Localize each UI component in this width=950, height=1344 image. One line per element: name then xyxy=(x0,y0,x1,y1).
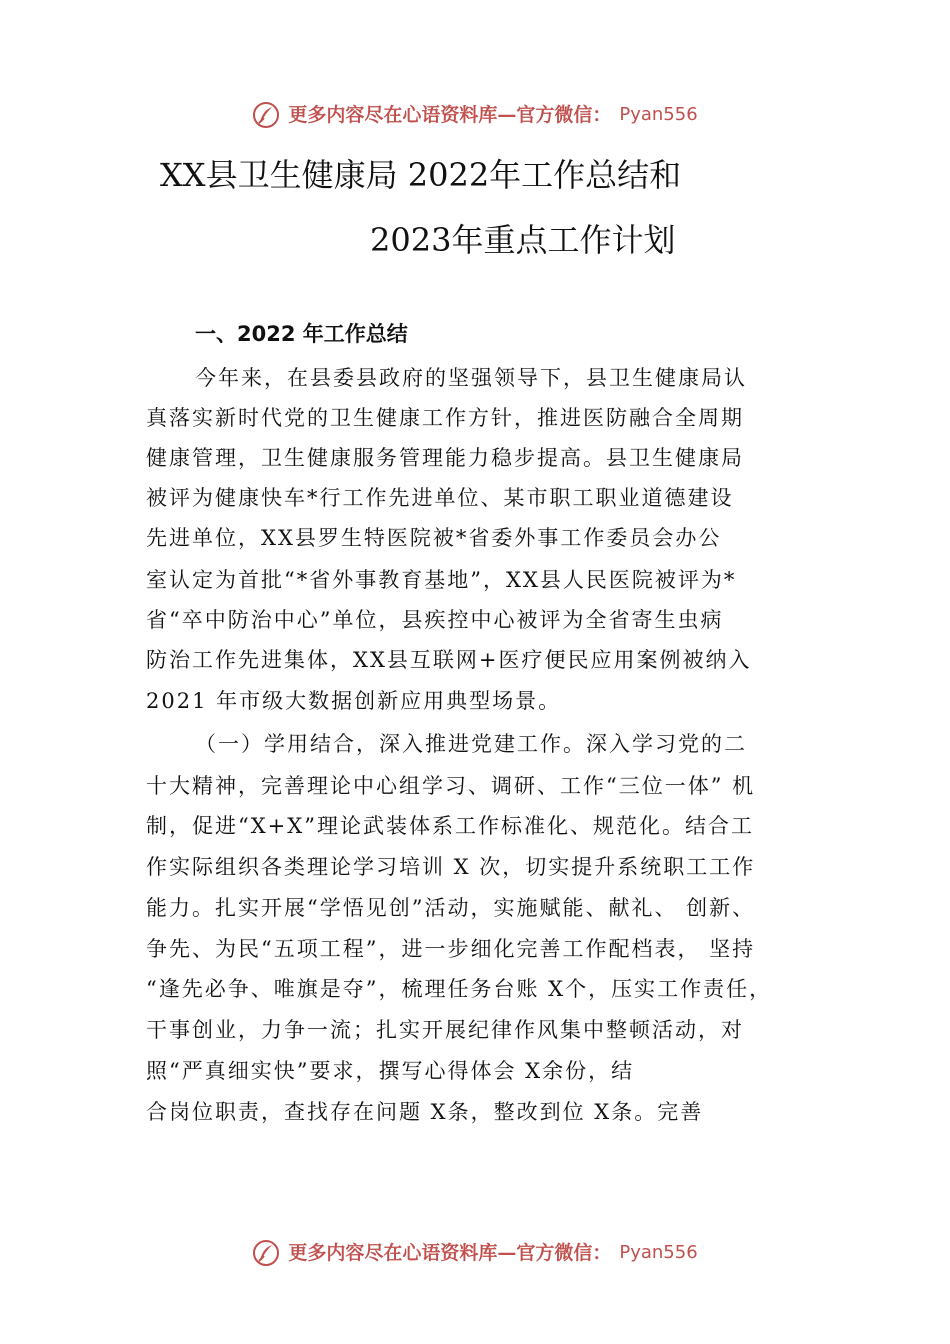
document-title-line-1: XX县卫生健康局 2022年工作总结和 xyxy=(160,156,682,194)
paragraph-line: 作实际组织各类理论学习培训 X 次，切实提升系统职工工作 xyxy=(146,855,756,879)
watermark-text: 更多内容尽在心语资料库—官方微信： xyxy=(288,1242,612,1264)
watermark-text: 更多内容尽在心语资料库—官方微信： xyxy=(288,104,612,126)
feather-pen-icon xyxy=(252,101,280,129)
paragraph-line: 2021 年市级大数据创新应用典型场景。 xyxy=(146,689,562,713)
paragraph-line: （一）学用结合，深入推进党建工作。深入学习党的二 xyxy=(195,732,747,756)
paragraph-line: 省“卒中防治中心”单位，县疾控中心被评为全省寄生虫病 xyxy=(146,608,724,632)
watermark-header xyxy=(0,100,950,130)
paragraph-line: 干事创业，力争一流；扎实开展纪律作风集中整顿活动，对 xyxy=(146,1018,744,1042)
document-title-line-2: 2023年重点工作计划 xyxy=(370,221,676,259)
watermark-footer xyxy=(0,1238,950,1268)
paragraph-line: 今年来，在县委县政府的坚强领导下，县卫生健康局认 xyxy=(195,366,747,390)
paragraph-line: “逢先必争、唯旗是夺”，梳理任务台账 X个，压实工作责任， xyxy=(146,977,773,1001)
paragraph-line: 能力。扎实开展“学悟见创”活动，实施赋能、献礼、 创新、 xyxy=(146,896,756,920)
paragraph-line: 争先、为民“五项工程”，进一步细化完善工作配档表， 坚持 xyxy=(146,937,756,961)
paragraph-line: 制，促进“X+X”理论武装体系工作标准化、规范化。结合工 xyxy=(146,814,754,838)
paragraph-line: 先进单位，XX县罗生特医院被*省委外事工作委员会办公 xyxy=(146,526,722,550)
watermark-wechat-id: Pyan556 xyxy=(619,1242,698,1263)
paragraph-line: 十大精神，完善理论中心组学习、调研、工作“三位一体” 机 xyxy=(146,774,756,798)
feather-pen-icon xyxy=(252,1239,280,1267)
paragraph-line: 健康管理，卫生健康服务管理能力稳步提高。县卫生健康局 xyxy=(146,446,744,470)
paragraph-line: 真落实新时代党的卫生健康工作方针，推进医防融合全周期 xyxy=(146,406,744,430)
paragraph-line: 照“严真细实快”要求，撰写心得体会 X余份，结 xyxy=(146,1059,635,1083)
paragraph-line: 合岗位职责，查找存在问题 X条，整改到位 X条。完善 xyxy=(146,1100,704,1124)
section-heading: 一、2022 年工作总结 xyxy=(195,322,408,346)
paragraph-line: 防治工作先进集体，XX县互联网+医疗便民应用案例被纳入 xyxy=(146,648,752,672)
watermark-wechat-id: Pyan556 xyxy=(619,104,698,125)
paragraph-line: 被评为健康快车*行工作先进单位、某市职工职业道德建设 xyxy=(146,486,734,510)
paragraph-line: 室认定为首批“*省外事教育基地”，XX县人民医院被评为* xyxy=(146,568,737,592)
